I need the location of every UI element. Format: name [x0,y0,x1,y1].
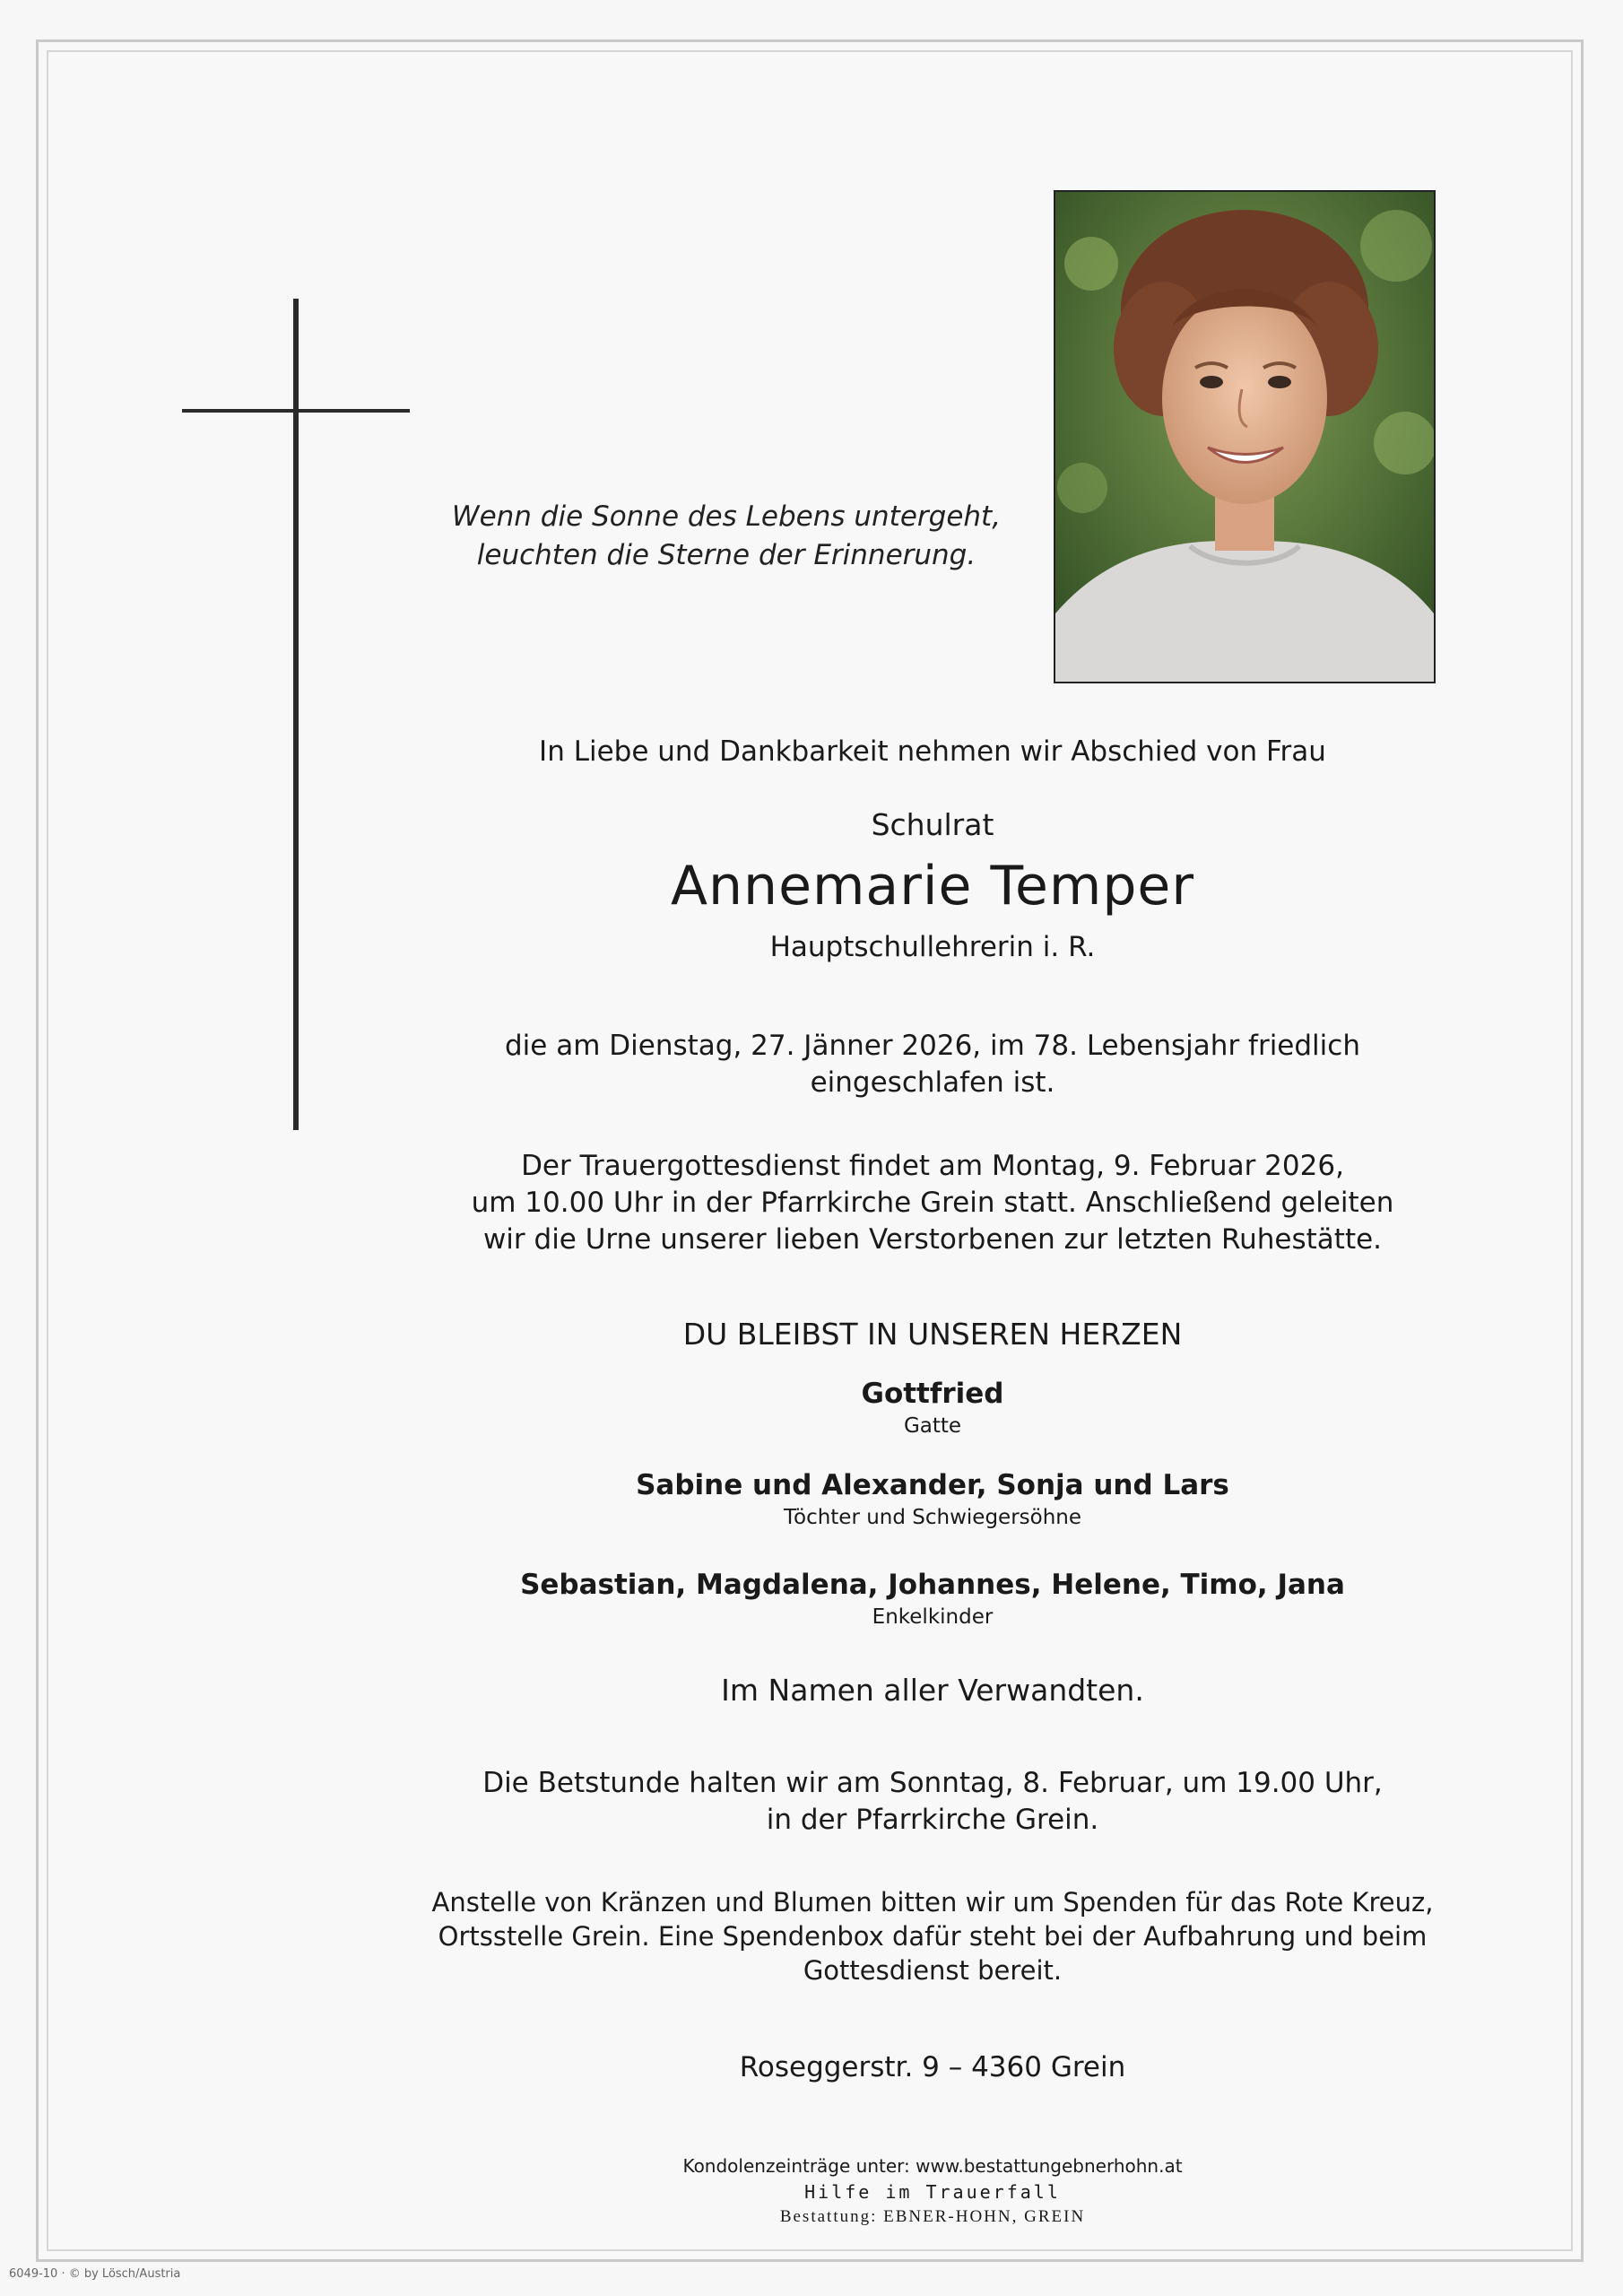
footer-tagline: Hilfe im Trauerfall [804,2181,1061,2203]
mourner-names: Sebastian, Magdalena, Johannes, Helene, Timo, Jana [520,1569,1345,1601]
printer-imprint: 6049-10 · © by Lösch/Austria [9,2267,181,2281]
mourners-heading-block [430,1315,1435,1353]
donation-line-1: Anstelle von Kränzen und Blumen bitten wir um Spenden für das Rote Kreuz, [431,1887,1434,1918]
prayer-notice [430,1765,1435,1839]
mourner-group-3 [430,1567,1435,1631]
intro-text: In Liebe und Dankbarkeit nehmen wir Abschied von Frau [539,735,1326,768]
profession-text: Hauptschullehrerin i. R. [769,931,1096,963]
quote-line-2: leuchten die Sterne der Erinnerung. [476,539,976,571]
mourner-names: Sabine und Alexander, Sonja und Lars [636,1469,1229,1501]
donation-line-3: Gottesdienst bereit. [803,1955,1063,1986]
donation-line-2: Ortsstelle Grein. Eine Spendenbox dafür steht bei der Aufbahrung und beim [438,1921,1428,1952]
closing-text: Im Namen aller Verwandten. [721,1673,1144,1708]
name-block [430,857,1435,916]
title-block [430,805,1435,844]
memorial-quote [395,498,1058,575]
profession-block [430,929,1435,966]
service-line-3: wir die Urne unserer lieben Verstorbenen zur letzten Ruhestätte. [482,1223,1383,1256]
mourner-names: Gottfried [861,1378,1004,1410]
condolence-link: Kondolenzeinträge unter: www.bestattungebnerhohn.at [682,2155,1183,2177]
mourner-group-1 [430,1376,1435,1439]
death-notice [430,1028,1435,1101]
death-line-2: eingeschlafen ist. [810,1066,1055,1099]
service-notice [430,1148,1435,1258]
address-text: Roseggerstr. 9 – 4360 Grein [739,2051,1126,2083]
cross-bar [182,409,410,413]
mourner-group-2 [430,1467,1435,1531]
death-line-1: die am Dienstag, 27. Jänner 2026, im 78. Lebensjahr friedlich [505,1030,1360,1062]
prayer-line-2: in der Pfarrkirche Grein. [766,1804,1099,1836]
mourner-relation: Enkelkinder [872,1605,994,1629]
address-block [430,2049,1435,2086]
mourner-relation: Gatte [903,1414,962,1438]
undertaker-footer [538,2152,1327,2230]
closing-block [430,1671,1435,1709]
mourner-relation: Töchter und Schwiegersöhne [783,1506,1082,1529]
mourners-heading: DU BLEIBST IN UNSEREN HERZEN [682,1317,1183,1352]
cross-icon [293,299,299,1130]
donation-notice [430,1885,1435,1987]
deceased-name: Annemarie Temper [670,855,1195,918]
honorific-title: Schulrat [871,807,994,842]
intro-block [430,734,1435,770]
service-line-1: Der Trauergottesdienst findet am Montag, 9. Februar 2026, [521,1150,1344,1182]
portrait-photo-icon [1054,190,1436,683]
prayer-line-1: Die Betstunde halten wir am Sonntag, 8. Februar, um 19.00 Uhr, [482,1767,1383,1799]
footer-company: Bestattung: EBNER-HOHN, GREIN [779,2207,1086,2226]
service-line-2: um 10.00 Uhr in der Pfarrkirche Grein statt. Anschließend geleiten [471,1187,1394,1219]
quote-line-1: Wenn die Sonne des Lebens untergeht, [451,500,1002,533]
